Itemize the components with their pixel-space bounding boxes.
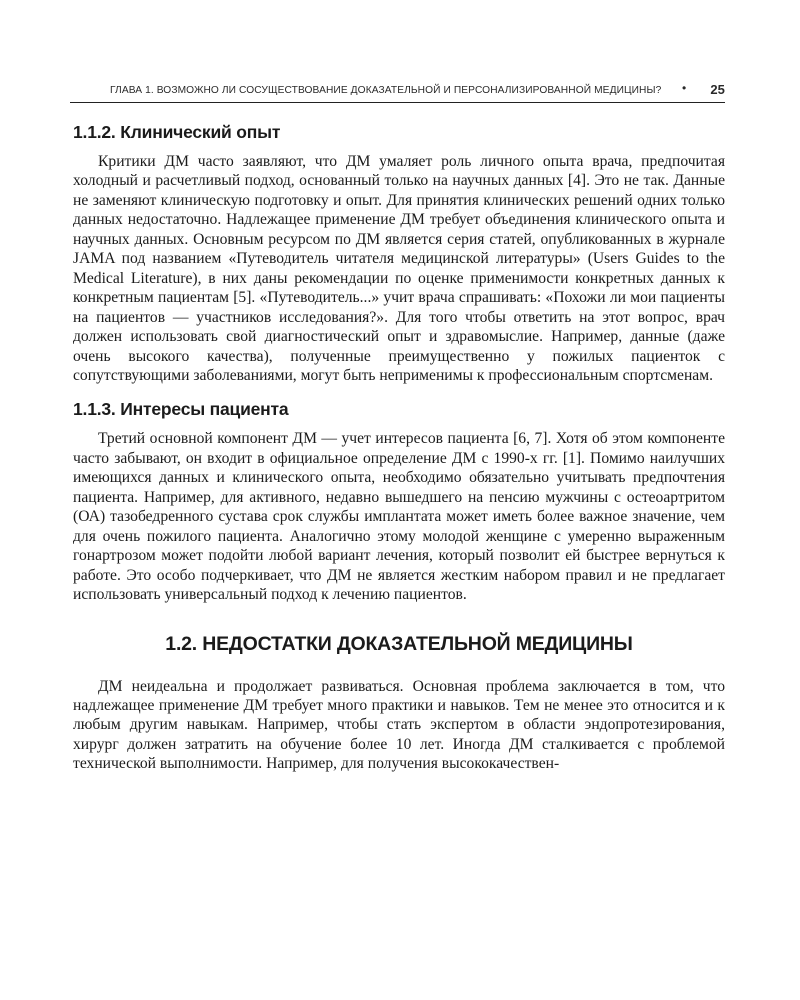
chapter-title: ГЛАВА 1. ВОЗМОЖНО ЛИ СОСУЩЕСТВОВАНИЕ ДОКАЗАТЕЛЬНОЙ И ПЕРСОНАЛИЗИРОВАННОЙ МЕДИЦИНЫ? (110, 85, 662, 96)
running-header (70, 80, 725, 103)
paragraph-ebm-shortcomings: ДМ неидеальна и продолжает развиваться. Основная проблема заключается в том, что надлежащее применение ДМ требует много практики и навыков. Тем не менее это относится и к любым другим навыкам. Например, чтобы стать экспертом в области эндопротезирования, хирург должен затратить на обучение более 10 лет. Иногда ДМ сталкивается с проблемой технической выполнимости. Например, для получения высококачествен- (73, 677, 725, 773)
bullet-icon: • (682, 81, 687, 95)
page-content (73, 108, 725, 774)
section-heading-patient-interests: 1.1.3. Интересы пациента (73, 399, 289, 420)
paragraph-patient-interests: Третий основной компонент ДМ — учет интересов пациента [6, 7]. Хотя об этом компоненте часто забывают, он входит в официальное определение ДМ с 1990-х гг. [1]. Помимо наилучших имеющихся данных и клинического опыта, необходимо обязательно учитывать предпочтения пациента. Например, для активного, недавно вышедшего на пенсию мужчины с остеоартритом (ОА) тазобедренного сустава срок службы имплантата может иметь более важное значение, чем для очень пожилого пациента. Аналогично этому молодой женщине с умеренно выраженным гонартрозом может подойти любой вариант лечения, который позволит ей быстрее вернуться к работе. Это особо подчеркивает, что ДМ не является жестким набором правил и не предлагает использовать универсальный подход к лечению пациентов. (73, 430, 725, 604)
paragraph-clinical-experience: Критики ДМ часто заявляют, что ДМ умаляет роль личного опыта врача, предпочитая холодный и расчетливый подход, основанный только на научных данных [4]. Это не так. Данные не заменяют клиническую подготовку и опыт. Для принятия клинических решений одних только данных недостаточно. Надлежащее применение ДМ требует объединения клинического опыта и научных данных. Основным ресурсом по ДМ является серия статей, опубликованных в журнале JAMA под названием «Путеводитель читателя медицинской литературы» (Users Guides to the Medical Literature), в них даны рекомендации по оценке применимости конкретных данных к конкретным пациентам [5]. «Путеводитель...» учит врача спрашивать: «Похожи ли мои пациенты на пациентов — участников исследования?». Для того чтобы ответить на этот вопрос, врач должен использовать свой диагностический опыт и здравомыслие. Например, данные (даже очень высокого качества), полученные преимущественно у пожилых пациенток с сопутствующими заболеваниями, могут быть неприменимы к профессиональным спортсменам. (73, 153, 725, 384)
section-heading-ebm-shortcomings: 1.2. НЕДОСТАТКИ ДОКАЗАТЕЛЬНОЙ МЕДИЦИНЫ (165, 632, 633, 655)
page-number: 25 (710, 82, 725, 97)
section-heading-clinical-experience: 1.1.2. Клинический опыт (73, 122, 281, 142)
